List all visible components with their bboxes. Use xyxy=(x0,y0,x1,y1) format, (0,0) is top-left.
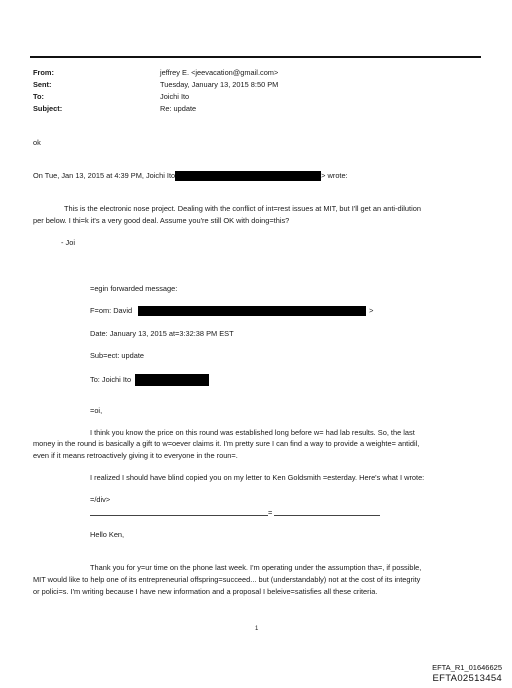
forwarded-from xyxy=(90,306,374,316)
hello-ken: Hello Ken, xyxy=(90,530,125,539)
david-p1-line-1: I think you know the price on this round was established long before w= had lab results. So, the last xyxy=(90,428,415,437)
quote-intro xyxy=(33,171,348,181)
redaction-box xyxy=(175,171,321,181)
sent-label: Sent: xyxy=(33,80,52,89)
david-p3-line-3: or polici=s. I'm writing because I have new information and a proposal I beleive=satisfies all these criteria. xyxy=(33,587,378,596)
david-greeting: =oi, xyxy=(90,406,103,415)
forwarded-to xyxy=(90,374,209,386)
to-value: Joichi Ito xyxy=(160,92,190,101)
forwarded-date: Date: January 13, 2015 at=3:32:38 PM EST xyxy=(90,329,234,338)
joi-signature: - Joi xyxy=(61,238,75,247)
to-label: To: xyxy=(33,92,44,101)
david-p1-line-3: even if it means retroactively giving it to everyone in the roun=. xyxy=(33,451,238,460)
reply-text: ok xyxy=(33,138,41,147)
separator-line-right xyxy=(274,515,380,516)
redaction-box xyxy=(138,306,366,316)
david-p3-line-2: MIT would like to help one of its entrepreneurial offspring=succeed... but (understandably) not at the cost of its integrity xyxy=(33,575,421,584)
forwarded-subject: Sub=ect: update xyxy=(90,351,145,360)
separator-line-left xyxy=(90,515,268,516)
subject-label: Subject: xyxy=(33,104,63,113)
footer-id-1: EFTA_R1_01646625 xyxy=(432,663,502,672)
subject-value: Re: update xyxy=(160,104,197,113)
forwarded-from-prefix: F=om: David xyxy=(90,306,133,315)
page-number: 1 xyxy=(255,626,259,632)
forwarded-begin: =egin forwarded message: xyxy=(90,284,178,293)
div-close-tag: =/div> xyxy=(90,495,111,504)
footer-id-2: EFTA02513454 xyxy=(432,673,502,684)
david-p3-line-1: Thank you for y=ur time on the phone last week. I'm operating under the assumption tha=, if possible, xyxy=(90,563,422,572)
forwarded-from-suffix: > xyxy=(369,306,374,315)
sent-value: Tuesday, January 13, 2015 8:50 PM xyxy=(160,80,279,89)
separator-mark: = xyxy=(268,508,273,517)
from-label: From: xyxy=(33,68,54,77)
header-top-rule xyxy=(30,56,481,58)
redaction-box xyxy=(135,374,209,386)
quote-intro-suffix: > wrote: xyxy=(321,171,348,180)
david-p2: I realized I should have blind copied you on my letter to Ken Goldsmith =esterday. Here's what I wrote: xyxy=(90,473,425,482)
quote-intro-prefix: On Tue, Jan 13, 2015 at 4:39 PM, Joichi Ito xyxy=(33,171,176,180)
joi-message-line-2: per below. I thi=k it's a very good deal. Assume you're still OK with doing=this? xyxy=(33,216,290,225)
david-p1-line-2: money in the round is basically a gift to w=oever claims it. I'm pretty sure I can find a way to provide a weighte= antidil, xyxy=(33,439,420,448)
forwarded-to-prefix: To: Joichi Ito xyxy=(90,374,132,384)
from-value: jeffrey E. <jeevacation@gmail.com> xyxy=(160,68,279,77)
joi-message-line-1: This is the electronic nose project. Dealing with the conflict of int=rest issues at MIT, but I'll get an anti-dilution xyxy=(64,204,421,213)
